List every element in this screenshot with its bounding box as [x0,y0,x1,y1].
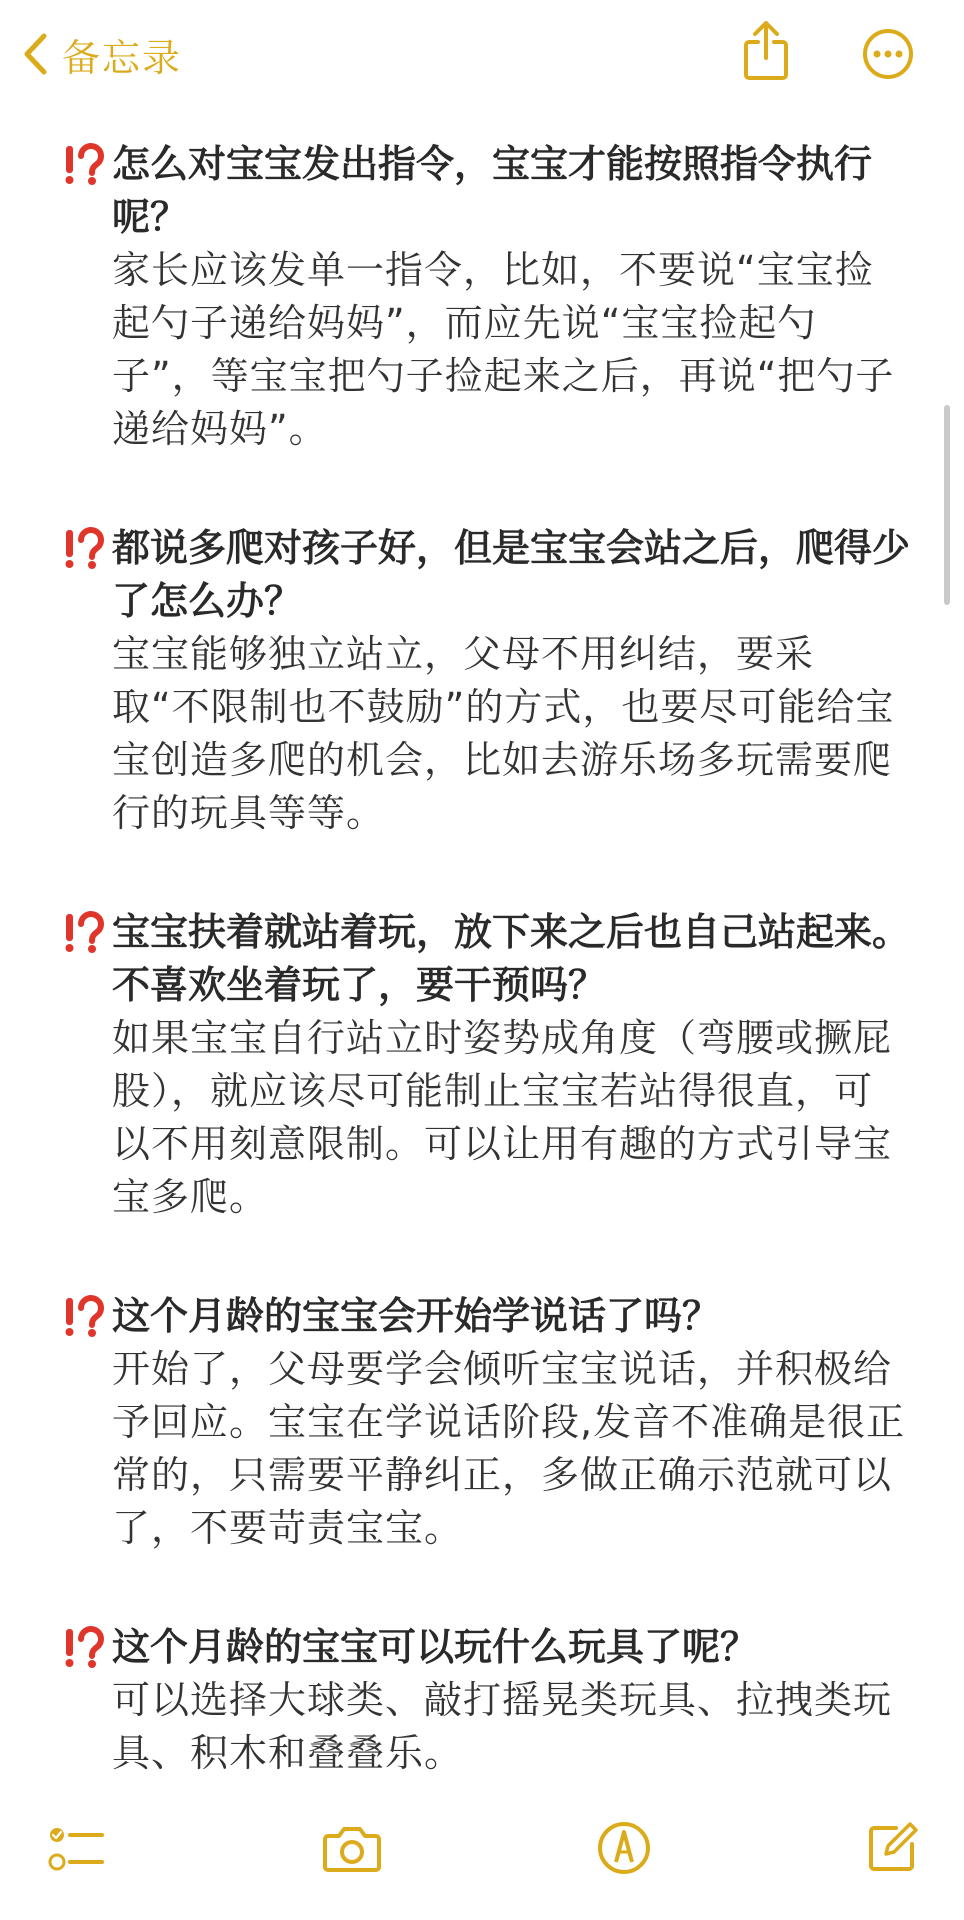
qa-section [60,1621,910,1780]
answer-text: 开始了，父母要学会倾听宝宝说话，并积极给予回应。宝宝在学说话阶段,发音不准确是很正常的，只需要平静纠正，多做正确示范就可以了，不要苛责宝宝。 [112,1347,906,1550]
double-exclamation-question-icon [60,526,112,572]
question-row [60,906,910,1012]
double-exclamation-question-icon [60,1294,112,1340]
question-row [60,1621,910,1674]
bottom-toolbar [0,1810,964,1920]
share-button[interactable] [742,20,790,86]
qa-section [60,1290,910,1555]
back-button[interactable] [22,24,182,84]
question-row [60,522,910,628]
more-button[interactable] [862,28,914,84]
question-text: 这个月龄的宝宝可以玩什么玩具了呢？ [112,1625,759,1669]
question-text: 宝宝扶着就站着玩，放下来之后也自己站起来。不喜欢坐着玩了，要干预吗？ [112,910,911,1007]
camera-button[interactable] [322,1824,382,1878]
question-row [60,138,910,244]
question-text: 都说多爬对孩子好，但是宝宝会站之后，爬得少了怎么办？ [112,526,911,623]
qa-section [60,138,910,456]
qa-section [60,522,910,840]
note-body[interactable] [60,138,910,1846]
answer-text: 家长应该发单一指令，比如，不要说“宝宝捡起勺子递给妈妈”，而应先说“宝宝捡起勺子”，等宝宝把勺子捡起来之后，再说“把勺子递给妈妈”。 [112,248,895,451]
markup-pen-icon [596,1820,652,1876]
double-exclamation-question-icon [60,910,112,956]
navigation-bar [0,0,964,110]
checklist-button[interactable] [48,1824,106,1880]
chevron-left-icon [22,32,48,76]
scroll-indicator[interactable] [944,405,950,605]
back-label: 备忘录 [62,35,183,80]
answer-text: 可以选择大球类、敲打摇晃类玩具、拉拽类玩具、积木和叠叠乐。 [112,1678,893,1775]
double-exclamation-question-icon [60,142,112,188]
more-icon [862,28,914,80]
checklist-icon [48,1824,106,1876]
camera-icon [322,1824,382,1874]
double-exclamation-question-icon [60,1625,112,1671]
compose-button[interactable] [866,1820,920,1878]
qa-section [60,906,910,1224]
answer-text: 如果宝宝自行站立时姿势成角度（弯腰或撅屁股），就应该尽可能制止宝宝若站得很直，可以不用刻意限制。可以让用有趣的方式引导宝宝多爬。 [112,1016,893,1219]
question-text: 怎么对宝宝发出指令，宝宝才能按照指令执行呢？ [112,142,873,239]
share-icon [742,20,790,82]
question-text: 这个月龄的宝宝会开始学说话了吗？ [112,1294,721,1338]
compose-icon [866,1820,920,1874]
markup-button[interactable] [596,1820,652,1880]
answer-text: 宝宝能够独立站立，父母不用纠结，要采取“不限制也不鼓励”的方式，也要尽可能给宝宝创造多爬的机会，比如去游乐场多玩需要爬行的玩具等等。 [112,632,895,835]
question-row [60,1290,910,1343]
